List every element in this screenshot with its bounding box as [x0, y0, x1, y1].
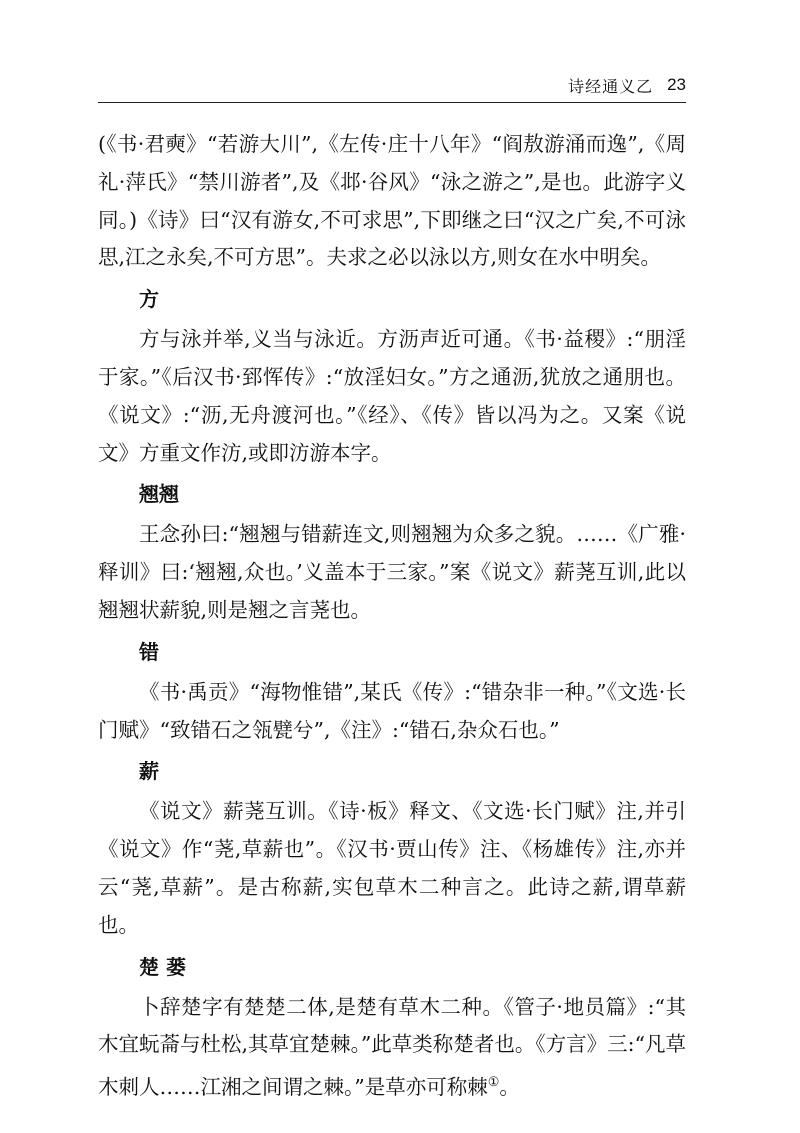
- paragraph-chu-lou-text: 卜辞楚字有楚楚二体,是楚有草木二种。《管子·地员篇》:“其木宜蚖菕与杜松,其草宜楚棘。”此草类称楚者也。《方言》三:“凡草木刺人……江湘之间谓之棘。”是草亦可称棘: [98, 994, 686, 1099]
- paragraph-chu-lou-end: 。: [499, 1074, 520, 1099]
- paragraph-fang: 方与泳并举,义当与泳近。方沥声近可通。《书·益稷》:“朋淫于家。”《后汉书·郅恽传》:“放淫妇女。”方之通沥,犹放之通朋也。《说文》:“沥,无舟渡河也。”《经》、《传》皆以冯为之。又案《说文》方重文作汸,或即汸游本字。: [98, 327, 686, 465]
- term-heading-fang: 方: [139, 287, 159, 312]
- paragraph-intro: (《书·君奭》“若游大川”,《左传·庄十八年》“阎敖游涌而逸”,《周礼·萍氏》“禁川游者”,及《邶·谷风》“泳之游之”,是也。此游字义同。)《诗》曰“汉有游女,不可求思”,下即继之曰“汉之广矣,不可泳思,江之永矣,不可方思”。夫求之必以泳以方,则女在水中明矣。: [98, 132, 686, 270]
- term-heading-xin: 薪: [139, 759, 159, 784]
- running-header: [98, 68, 686, 103]
- term-heading-cuo: 错: [139, 639, 159, 664]
- term-heading-qiaoqiao: 翘翘: [139, 482, 179, 507]
- paragraph-chu-lou: [98, 989, 686, 1107]
- running-title: 诗经通义乙: [568, 76, 654, 96]
- term-heading-chu-lou: 楚 蒌: [139, 954, 186, 979]
- paragraph-qiaoqiao: 王念孙曰:“翘翘与错薪连文,则翘翘为众多之貌。……《广雅·释训》曰:‘翘翘,众也。’义盖本于三家。”案《说文》薪荛互训,此以翘翘状薪貌,则是翘之言荛也。: [98, 522, 686, 622]
- page-number: 23: [667, 75, 686, 94]
- page-body: [98, 126, 686, 1107]
- paragraph-cuo: 《书·禹贡》“海物惟错”,某氏《传》:“错杂非一种。”《文选·长门赋》“致错石之瓴甓兮”,《注》:“错石,杂众石也。”: [98, 679, 686, 742]
- paragraph-xin: 《说文》薪荛互训。《诗·板》释文、《文选·长门赋》注,并引《说文》作“荛,草薪也”。《汉书·贾山传》注、《杨雄传》注,亦并云“荛,草薪”。是古称薪,实包草木二种言之。此诗之薪,谓草薪也。: [98, 799, 686, 937]
- footnote-marker[interactable]: ①: [487, 1075, 500, 1091]
